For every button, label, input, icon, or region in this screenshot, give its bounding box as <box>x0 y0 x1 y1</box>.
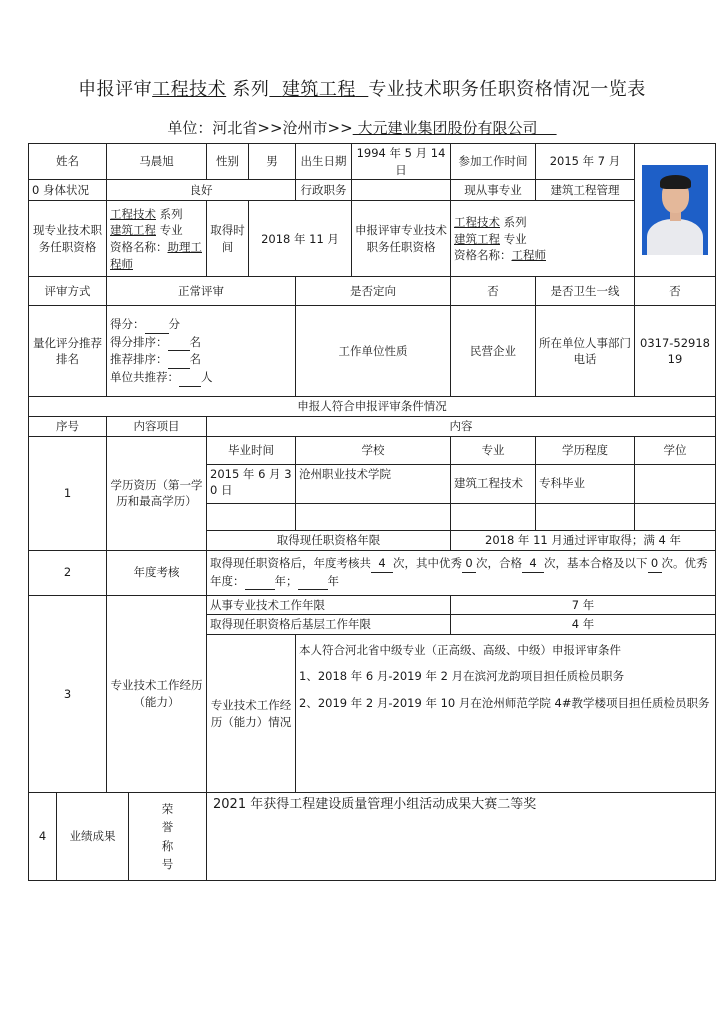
health-label: 0 身体状况 <box>29 180 107 201</box>
title-major: 建筑工程 <box>281 79 356 100</box>
rank-label: 量化评分推荐排名 <box>29 306 107 397</box>
title-field: 工程技术 <box>152 79 227 100</box>
company-name: 大元建业集团股份有限公司 <box>357 119 538 137</box>
photo-cell <box>635 144 716 277</box>
major-value: 建筑工程管理 <box>536 180 635 201</box>
gender-label: 性别 <box>207 144 249 180</box>
admin-label: 行政职务 <box>296 180 352 201</box>
section-title: 申报人符合申报评审条件情况 <box>29 397 716 417</box>
name-value: 马晨旭 <box>107 144 207 180</box>
exp-seq: 3 <box>29 595 107 792</box>
exp-detail-label: 专业技术工作经历（能力）情况 <box>207 635 296 793</box>
edu-header-major: 专业 <box>451 436 536 464</box>
hr-phone-label: 所在单位人事部门电话 <box>536 306 635 397</box>
exp-grassroots-label: 取得现任职资格后基层工作年限 <box>207 615 451 635</box>
edu-header-school: 学校 <box>296 436 451 464</box>
admin-value <box>352 180 451 201</box>
edu-grad-time: 2015 年 6 月 30 日 <box>207 464 296 503</box>
major-label: 现从事专业 <box>451 180 536 201</box>
exp-detail-line: 2、2019 年 2 月-2019 年 10 月在沧州师范学院 4#教学楼项目担任质检员职务 <box>299 695 710 710</box>
content-header: 内容 <box>207 417 716 437</box>
exp-years-value: 7 年 <box>451 595 716 615</box>
edu-empty-1 <box>207 503 296 530</box>
edu-level: 专科毕业 <box>536 464 635 503</box>
edu-major: 建筑工程技术 <box>451 464 536 503</box>
current-qualification-label: 现专业技术职务任职资格 <box>29 201 107 277</box>
edu-empty-2 <box>296 503 451 530</box>
current-qualification-value: 工程技术 系列 建筑工程 专业 资格名称：助理工程师 <box>107 201 207 277</box>
edu-empty-4 <box>536 503 635 530</box>
edu-years-value: 2018 年 11 月通过评审取得；满 4 年 <box>451 530 716 550</box>
edu-seq: 1 <box>29 436 107 550</box>
frontline-value: 否 <box>635 277 716 306</box>
targeted-label: 是否定向 <box>296 277 451 306</box>
edu-degree <box>635 464 716 503</box>
ach-honor-label: 荣誉称号 <box>129 793 207 881</box>
rank-values: 得分： 分 得分排序： 名 推荐排序： 名 单位共推荐： 人 <box>107 306 296 397</box>
annual-label: 年度考核 <box>107 550 207 595</box>
annual-seq: 2 <box>29 550 107 595</box>
ach-honor-value: 2021 年获得工程建设质量管理小组活动成果大赛二等奖 <box>207 793 716 881</box>
obtain-value: 2018 年 11 月 <box>249 201 352 277</box>
applicant-photo-icon <box>642 165 708 255</box>
obtain-label: 取得时间 <box>207 201 249 277</box>
exp-years-label: 从事专业技术工作年限 <box>207 595 451 615</box>
method-value: 正常评审 <box>107 277 296 306</box>
frontline-label: 是否卫生一线 <box>536 277 635 306</box>
qualification-table <box>28 143 716 881</box>
title-series: 系列 <box>232 79 270 100</box>
annual-detail: 取得现任职资格后，年度考核共 4 次，其中优秀 0 次，合格 4 次，基本合格及以下 0 次。优秀年度： 年； 年 <box>207 550 716 595</box>
apply-qualification-label: 申报评审专业技术职务任职资格 <box>352 201 451 277</box>
title-suffix: 专业技术职务任职资格情况一览表 <box>368 79 646 100</box>
hr-phone-value: 0317-5291819 <box>635 306 716 397</box>
edu-empty-5 <box>635 503 716 530</box>
ach-seq: 4 <box>29 793 57 881</box>
gender-value: 男 <box>249 144 296 180</box>
exp-detail-line: 本人符合河北省中级专业（正高级、高级、中级）申报评审条件 <box>299 643 621 658</box>
edu-empty-3 <box>451 503 536 530</box>
ach-label: 业绩成果 <box>57 793 129 881</box>
nature-label: 工作单位性质 <box>296 306 451 397</box>
exp-label: 专业技术工作经历（能力） <box>107 595 207 792</box>
birth-label: 出生日期 <box>296 144 352 180</box>
method-label: 评审方式 <box>29 277 107 306</box>
edu-header-grad: 毕业时间 <box>207 436 296 464</box>
nature-value: 民营企业 <box>451 306 536 397</box>
apply-qualification-value: 工程技术 系列 建筑工程 专业 资格名称：工程师 <box>451 201 635 277</box>
title-prefix: 申报评审 <box>78 79 153 100</box>
edu-header-level: 学历程度 <box>536 436 635 464</box>
exp-grassroots-value: 4 年 <box>451 615 716 635</box>
work-start-label: 参加工作时间 <box>451 144 536 180</box>
exp-detail-line: 1、2018 年 6 月-2019 年 2 月在滨河龙韵项目担任质检员职务 <box>299 669 625 684</box>
targeted-value: 否 <box>451 277 536 306</box>
birth-value: 1994 年 5 月 14 日 <box>352 144 451 180</box>
seq-header: 序号 <box>29 417 107 437</box>
name-label: 姓名 <box>29 144 107 180</box>
edu-years-label: 取得现任职资格年限 <box>207 530 451 550</box>
exp-detail-text <box>296 635 716 793</box>
work-start-value: 2015 年 7 月 <box>536 144 635 180</box>
edu-school: 沧州职业技术学院 <box>296 464 451 503</box>
edu-header-degree: 学位 <box>635 436 716 464</box>
page-subtitle <box>0 117 724 138</box>
health-value: 良好 <box>107 180 296 201</box>
page-title <box>0 75 724 101</box>
unit-prefix: 单位：河北省>>沧州市>> <box>167 119 353 137</box>
item-header: 内容项目 <box>107 417 207 437</box>
edu-label: 学历资历（第一学历和最高学历） <box>107 436 207 550</box>
